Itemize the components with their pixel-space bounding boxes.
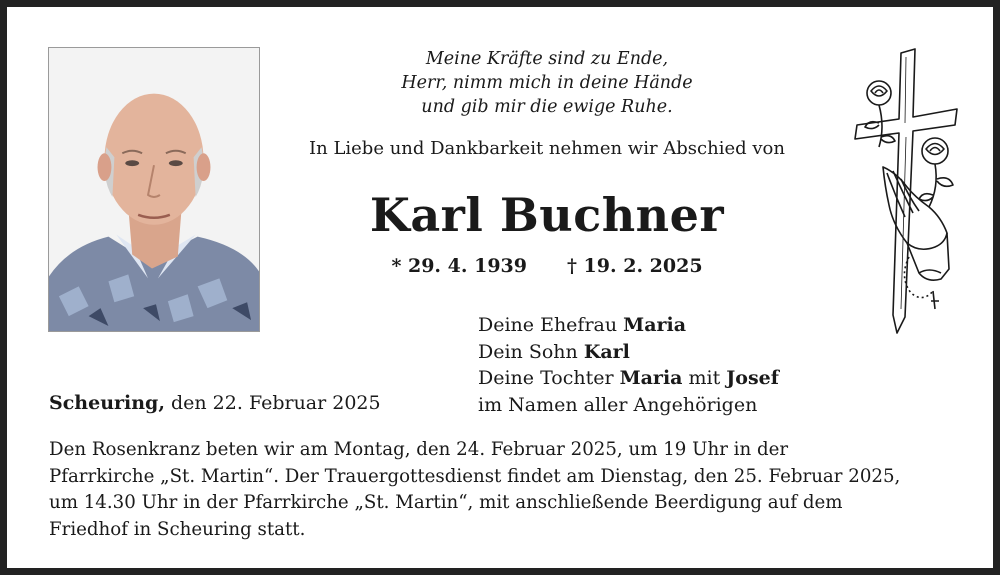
bible-verse: [297, 47, 797, 119]
daughter-name: Maria: [619, 367, 683, 389]
family-signatures: [478, 312, 779, 418]
notice-line: Friedhof in Scheuring statt.: [49, 518, 306, 540]
notice-line: Den Rosenkranz beten wir am Montag, den 24. Februar 2025, um 19 Uhr in der: [49, 439, 789, 460]
notice-line: Pfarrkirche „St. Martin“. Der Trauergottesdienst findet am Dienstag, den 25. Februar 2025,: [49, 465, 901, 487]
place-and-date: [49, 392, 381, 414]
family-line: Deine Tochter Maria mit Josef: [478, 367, 779, 389]
cross-with-roses-and-praying-hands-icon: [849, 47, 967, 335]
notice-date: den 22. Februar 2025: [171, 392, 381, 414]
farewell-intro: In Liebe und Dankbarkeit nehmen wir Abschied von: [309, 138, 785, 159]
family-line: Dein Sohn Karl: [478, 340, 630, 363]
son-in-law-name: Josef: [726, 367, 779, 389]
verse-line: und gib mir die ewige Ruhe.: [421, 97, 673, 117]
birth-date: * 29. 4. 1939: [391, 255, 527, 277]
life-dates: [297, 255, 797, 277]
verse-line: Herr, nimm mich in deine Hände: [401, 73, 693, 93]
death-date: † 19. 2. 2025: [567, 255, 703, 277]
notice-line: um 14.30 Uhr in der Pfarrkirche „St. Martin“, mit anschließende Beerdigung auf dem: [49, 492, 843, 513]
verse-line: Meine Kräfte sind zu Ende,: [425, 49, 669, 69]
portrait-photo: [48, 47, 260, 332]
town-name: Scheuring,: [49, 392, 165, 414]
funeral-notice: [49, 437, 979, 543]
family-line: im Namen aller Angehörigen: [478, 393, 758, 416]
deceased-name: Karl Buchner: [369, 188, 725, 242]
son-name: Karl: [583, 340, 630, 363]
family-line: Deine Ehefrau Maria: [478, 314, 687, 336]
wife-name: Maria: [623, 314, 687, 336]
